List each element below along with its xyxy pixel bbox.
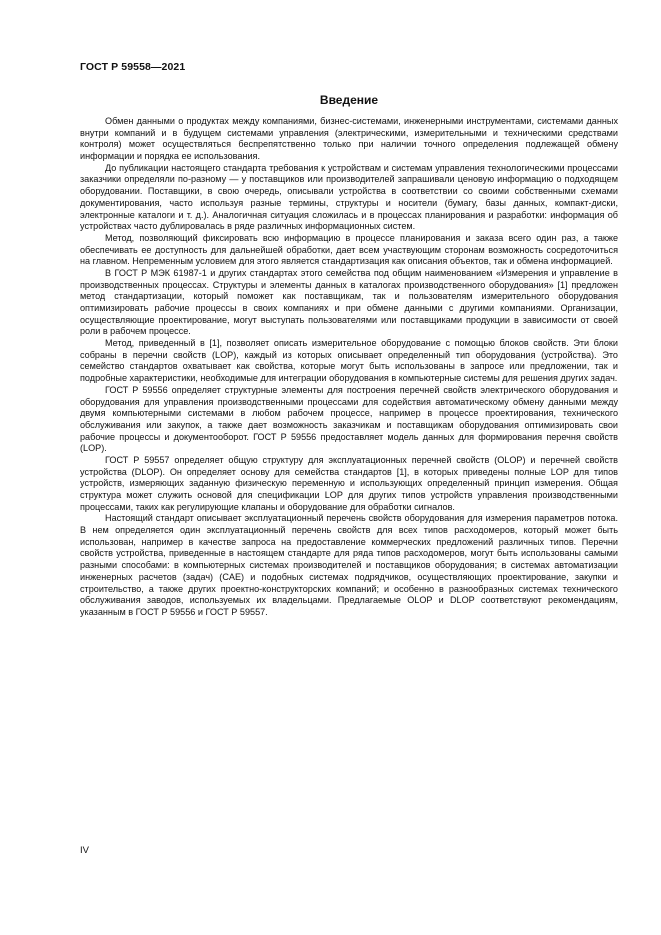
paragraph: В ГОСТ Р МЭК 61987-1 и других стандартах этого семейства под общим наименованием «Измерения и управление в производственных процессах. Структуры и элементы данных в каталогах производственного оборудования» [1] предложен метод стандартизации, который поможет как поставщикам, так и пользователям измерительного оборудования оптимизировать рабочие процессы в своих компаниях и при обмене данными с другими компаниями. Организации, осуществляющие проектирование, могут выступать пользователями или поставщиками продукции в зависимости от своей роли в рабочем процессе.	[80, 267, 618, 337]
paragraph: Метод, позволяющий фиксировать всю информацию в процессе планирования и заказа всего один раз, а также обеспечивать ее доступность для дальнейшей обработки, дает всем участвующим сторонам возможность сосредоточиться на главном. Непременным условием для этого является стандартизация как описания объектов, так и обмена информацией.	[80, 232, 618, 267]
section-title: Введение	[319, 93, 379, 107]
paragraph: До публикации настоящего стандарта требования к устройствам и системам управления технологическими процессами заказчики определяли по-разному — у поставщиков или производителей запрашивали ценовую информацию о подходящем оборудовании. Поставщики, в свою очередь, описывали устройства в соответствии со своими собственными схемами документирования, часто используя разные термины, структуры и носители (бумагу, базы данных, компакт-диски, электронные каталоги и т. д.). Аналогичная ситуация сложилась и в процессах планирования и разработки: информация об устройствах часто дублировалась в ряде различных информационных систем.	[80, 162, 618, 232]
paragraph: Настоящий стандарт описывает эксплуатационный перечень свойств оборудования для измерения параметров потока. В нем определяется один эксплуатационный перечень свойств для всех типов расходомеров, который может быть использован, например в качестве запроса на предоставление коммерческих предложений различных типов. Перечни свойств устройства, приведенные в настоящем стандарте для ряда типов расходомеров, могут быть использованы самыми разными способами: в компьютерных системах производителей и поставщиков оборудования; в системах автоматизации инженерных расчетов (задач) (CAE) и подобных системах подрядчиков, осуществляющих проектирование, закупки и строительство, а также других проектно-конструкторских компаний; и особенно в разнообразных системах технического обслуживания заводов, используемых их владельцами. Предлагаемые OLOP и DLOP соответствуют рекомендациям, указанным в ГОСТ Р 59556 и ГОСТ Р 59557.	[80, 513, 618, 617]
paragraph: ГОСТ Р 59556 определяет структурные элементы для построения перечней свойств электрического оборудования и оборудования для управления производственными процессами для содействия автоматическому обмену данными между двумя компьютерными системами в любом рабочем процессе, например в процессе проектирования, технического обслуживания или закупок, а также дает возможность заказчикам и поставщикам оборудования оптимизировать свои рабочие процессы и документооборот. ГОСТ Р 59556 предоставляет модель данных для формирования перечня свойств (LOP).	[80, 384, 618, 454]
paragraph: Обмен данными о продуктах между компаниями, бизнес-системами, инженерными инструментами, системами данных внутри компаний и в будущем системами управления (электрическими, измерительными и техническими средствами контроля) может осуществляться беспрепятственно только при наличии точного определения подлежащей обмену информации и порядка ее использования.	[80, 116, 618, 162]
paragraph: Метод, приведенный в [1], позволяет описать измерительное оборудование с помощью блоков свойств. Эти блоки собраны в перечни свойств (LOP), каждый из которых описывает определенный тип оборудования (устройства). Это семейство стандартов охватывает как свойства, которые могут быть использованы в запросе или предложении, так и подробные характеристики, необходимые для интеграции оборудования в компьютерные системы для решения других задач.	[80, 338, 618, 384]
page-number: IV	[80, 845, 89, 856]
paragraph: ГОСТ Р 59557 определяет общую структуру для эксплуатационных перечней свойств (OLOP) и перечней свойств устройства (DLOP). Он определяет основу для семейства стандартов [1], в которых приведены полные LOP для типов устройств, измеряющих заданную физическую переменную и использующих определенный принцип измерения. Общая структура может служить основой для спецификации LOP для других типов устройств управления производственными процессами, таких как регулирующие клапаны и оборудование для обработки сигналов.	[80, 454, 618, 512]
body-text	[80, 116, 618, 619]
document-header: ГОСТ Р 59558—2021	[80, 61, 186, 73]
